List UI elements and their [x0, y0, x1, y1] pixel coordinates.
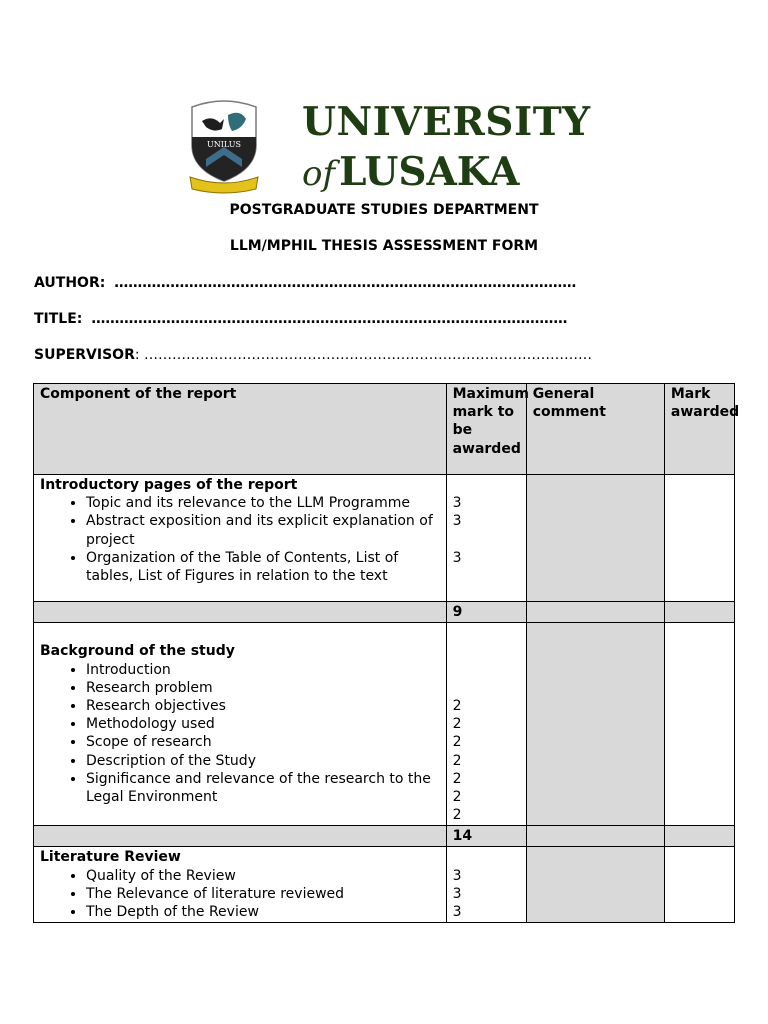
item-list: [40, 661, 440, 807]
author-value[interactable]: ………………………………………………………………………………………: [114, 275, 577, 291]
subtotal-row: [34, 826, 735, 847]
form-title: LLM/MPHIL THESIS ASSESSMENT FORM: [229, 238, 539, 254]
item-list: [40, 867, 440, 922]
supervisor-field: [34, 347, 592, 363]
mark-awarded-cell[interactable]: [664, 847, 734, 923]
header-general-comment: General comment: [526, 384, 664, 475]
list-item: • Description of the Study: [86, 752, 440, 770]
list-item: • Significance and relevance of the research to the Legal Environment: [86, 770, 440, 806]
list-item: • Methodology used: [86, 715, 440, 733]
section-title: Literature Review: [40, 849, 181, 866]
list-item: • The Relevance of literature reviewed: [86, 885, 440, 903]
max-marks-cell: [446, 475, 526, 602]
title-value[interactable]: …………………………………………………………………………………………: [91, 311, 568, 327]
max-mark: 2: [452, 734, 462, 751]
max-mark: 2: [452, 788, 462, 805]
table-header-row: [34, 384, 735, 475]
list-item: • The Depth of the Review: [86, 903, 440, 921]
max-mark: 3: [452, 549, 462, 566]
max-mark: 2: [452, 716, 462, 733]
mark-awarded-cell[interactable]: [664, 475, 734, 602]
department-heading: POSTGRADUATE STUDIES DEPARTMENT: [229, 202, 539, 218]
wordmark-university: UNIVERSITY: [302, 99, 591, 145]
header-mark-awarded: Mark awarded: [664, 384, 734, 475]
list-item: • Scope of research: [86, 733, 440, 751]
general-comment-cell[interactable]: [526, 623, 664, 826]
max-mark: 3: [452, 885, 462, 902]
section-title: Background of the study: [40, 643, 235, 660]
item-list: [40, 494, 440, 585]
table-row: [34, 847, 735, 923]
header-component: Component of the report: [34, 384, 447, 475]
wordmark-lusaka: LUSAKA: [339, 149, 520, 195]
wordmark-lusaka-line: [302, 150, 591, 196]
title-field: [34, 311, 567, 327]
max-mark: 3: [452, 513, 462, 530]
max-mark: 2: [452, 697, 462, 714]
list-item: • Abstract exposition and its explicit explanation of project: [86, 512, 440, 548]
max-mark: 3: [452, 904, 462, 921]
university-crest: [188, 97, 260, 195]
max-marks-cell: [446, 847, 526, 923]
university-wordmark: [302, 100, 591, 196]
header-max-mark: Maximum mark to be awarded: [446, 384, 526, 475]
title-label: TITLE:: [34, 311, 83, 327]
max-mark: 2: [452, 807, 462, 824]
general-comment-cell[interactable]: [526, 475, 664, 602]
assessment-table: [33, 383, 740, 923]
list-item: • Introduction: [86, 661, 440, 679]
mark-awarded-cell[interactable]: [664, 623, 734, 826]
crest-text: UNILUS: [207, 140, 241, 149]
subtotal-value: 9: [446, 602, 526, 623]
table-row: [34, 623, 735, 826]
general-comment-cell[interactable]: [526, 847, 664, 923]
max-mark: 2: [452, 770, 462, 787]
list-item: • Organization of the Table of Contents, List of tables, List of Figures in relation to the text: [86, 549, 440, 585]
list-item: • Research objectives: [86, 697, 440, 715]
list-item: • Topic and its relevance to the LLM Programme: [86, 494, 440, 512]
max-mark: 3: [452, 495, 462, 512]
section-title: Introductory pages of the report: [40, 477, 298, 493]
table-row: [34, 475, 735, 602]
max-marks-cell: [446, 623, 526, 826]
supervisor-label: SUPERVISOR: [34, 347, 135, 363]
max-mark: 3: [452, 867, 462, 884]
supervisor-value[interactable]: : ……………………………………………………………………………………: [134, 347, 593, 363]
subtotal-row: [34, 602, 735, 623]
section-literature-review: [34, 847, 447, 923]
subtotal-value: 14: [446, 826, 526, 847]
max-mark: 2: [452, 752, 462, 769]
author-label: AUTHOR:: [34, 275, 106, 291]
list-item: • Quality of the Review: [86, 867, 440, 885]
section-introductory: [34, 475, 447, 602]
author-field: [34, 275, 576, 291]
wordmark-of: of: [302, 154, 336, 194]
section-background: [34, 623, 447, 826]
list-item: • Research problem: [86, 679, 440, 697]
